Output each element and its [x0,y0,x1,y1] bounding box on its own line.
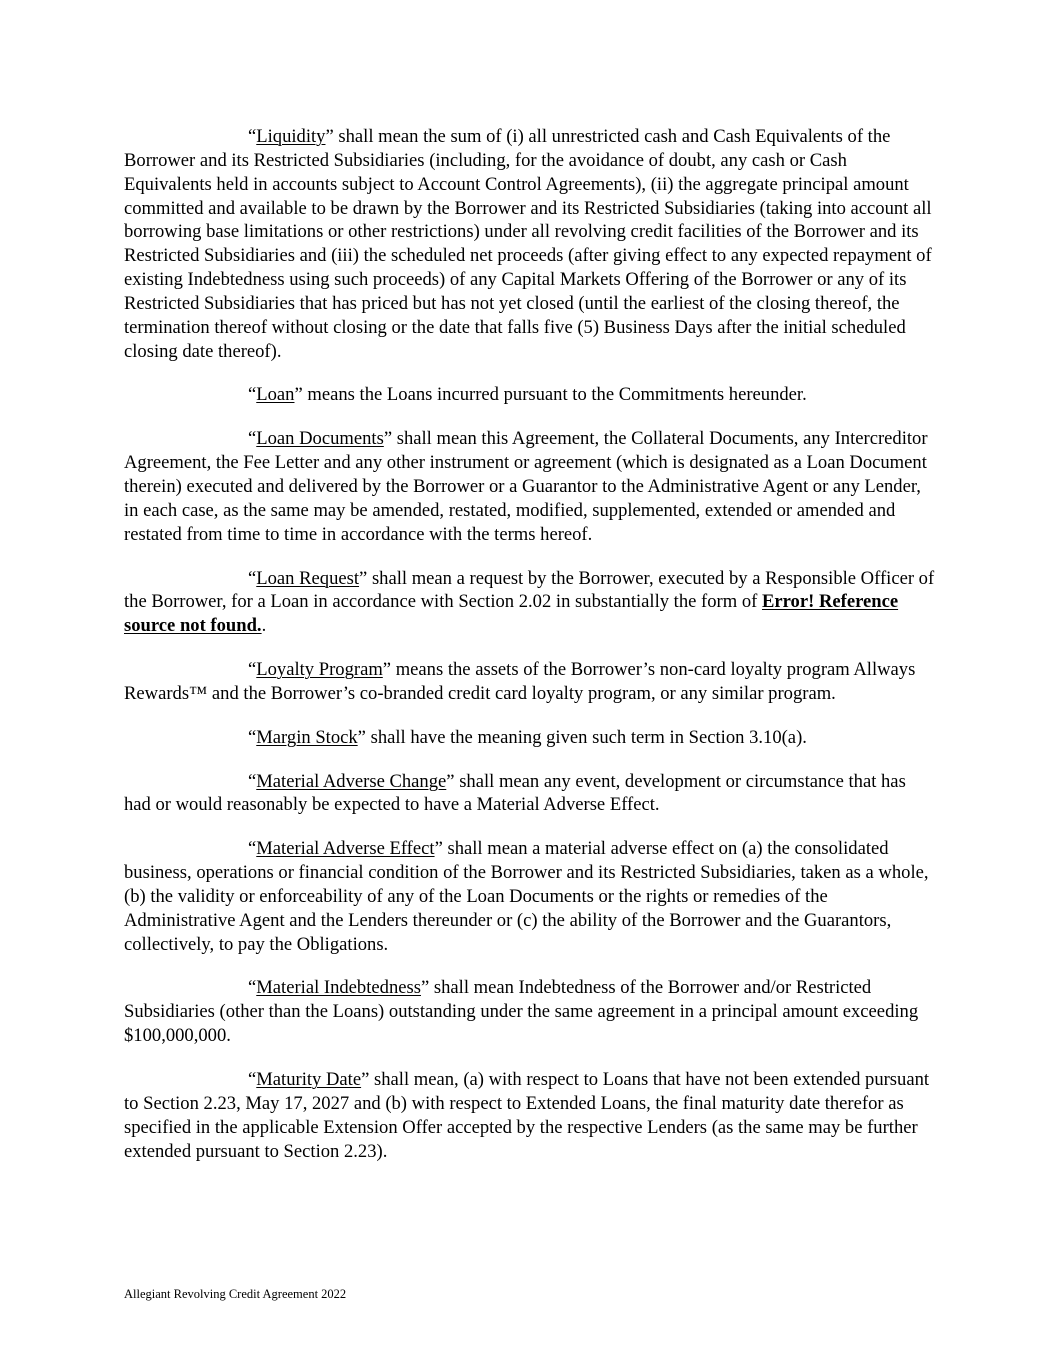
definition-loan-documents: “Loan Documents” shall mean this Agreement, the Collateral Documents, any Intercreditor Agreement, the Fee Letter and any other instrument or agreement (which is designated as a Loan Document therein) executed and delivered by the Borrower or a Guarantor to the Administrative Agent or any Lender, in each case, as the same may be amended, restated, modified, supplemented, extended or amended and restated from time to time in accordance with the terms hereof. [124,428,928,545]
definition-loyalty-program: “Loyalty Program” means the assets of the Borrower’s non-card loyalty program Allways Rewards™ and the Borrower’s co-branded credit card loyalty program, or any similar program. [124,659,916,704]
definition-text: means the assets of the Borrower’s non-card loyalty program Allways Rewards™ and the Borrower’s co-branded credit card loyalty program, or any similar program. [124,659,916,704]
definition-loan-request: “Loan Request” shall mean a request by the Borrower, executed by a Responsible Officer of the Borrower, for a Loan in accordance with Section 2.02 in substantially the form of Error! Reference source not found.. [124,567,935,637]
definition-maturity-date: “Maturity Date” shall mean, (a) with respect to Loans that have not been extended pursuant to Section 2.23, May 17, 2027 and (b) with respect to Extended Loans, the final maturity date therefor as specified in the applicable Extension Offer accepted by the respective Lenders (as the same may be further extended pursuant to Section 2.23). [124,1069,930,1162]
definition-text: shall mean the sum of (i) all unrestricted cash and Cash Equivalents of the Borrower and its Restricted Subsidiaries (including, for the avoidance of doubt, any cash or Cash Equivalents held in accounts subject to Account Control Agreements), (ii) the aggregate principal amount committed and available to be drawn by the Borrower and its Restricted Subsidiaries (taking into account all borrowing base limitations or other restrictions) under all revolving credit facilities of the Borrower and its Restricted Subsidiaries and (iii) the scheduled net proceeds (after giving effect to any expected repayment of existing Indebtedness using such proceeds) of any Capital Markets Offering of the Borrower or any of its Restricted Subsidiaries that has priced but has not yet closed (until the earliest of the closing thereof, the termination thereof without closing or the date that falls five (5) Business Days after the initial scheduled closing date thereof). [124,126,932,362]
definition-material-indebtedness: “Material Indebtedness” shall mean Indebtedness of the Borrower and/or Restricted Subsidiaries (other than the Loans) outstanding under the same agreement in a principal amount exceeding $100,000,000. [124,977,919,1047]
defined-term: Material Adverse Effect [256,838,435,860]
page-footer: Allegiant Revolving Credit Agreement 2022 [124,1287,347,1301]
definition-text: shall mean this Agreement, the Collateral Documents, any Intercreditor Agreement, the Fee Letter and any other instrument or agreement (which is designated as a Loan Document therein) executed and delivered by the Borrower or a Guarantor to the Administrative Agent or any Lender, in each case, as the same may be amended, restated, modified, supplemented, extended or amended and restated from time to time in accordance with the terms hereof. [124,428,928,545]
defined-term: Loan Request [256,567,360,589]
document-body [124,125,936,1183]
definition-margin-stock: “Margin Stock” shall have the meaning given such term in Section 3.10(a). [248,726,807,748]
defined-term: Margin Stock [256,726,358,748]
definition-liquidity: “Liquidity” shall mean the sum of (i) all unrestricted cash and Cash Equivalents of the Borrower and its Restricted Subsidiaries (including, for the avoidance of doubt, any cash or Cash Equivalents held in accounts subject to Account Control Agreements), (ii) the aggregate principal amount committed and available to be drawn by the Borrower and its Restricted Subsidiaries (taking into account all borrowing base limitations or other restrictions) under all revolving credit facilities of the Borrower and its Restricted Subsidiaries and (iii) the scheduled net proceeds (after giving effect to any expected repayment of existing Indebtedness using such proceeds) of any Capital Markets Offering of the Borrower or any of its Restricted Subsidiaries that has priced but has not yet closed (until the earliest of the closing thereof, the termination thereof without closing or the date that falls five (5) Business Days after the initial scheduled closing date thereof). [124,126,932,362]
definition-text: shall mean any event, development or circumstance that has had or would reasonably be expected to have a Material Adverse Effect. [124,770,906,816]
defined-term: Material Adverse Change [256,770,447,792]
definition-loan: “Loan” means the Loans incurred pursuant to the Commitments hereunder. [248,384,807,406]
definition-text: shall mean a material adverse effect on (a) the consolidated business, operations or financial condition of the Borrower and its Restricted Subsidiaries, taken as a whole, (b) the validity or enforceability of any of the Loan Documents or the rights or remedies of the Administrative Agent and the Lenders thereunder or (c) the ability of the Borrower and the Guarantors, collectively, to pay the Obligations. [124,838,929,955]
defined-term: Maturity Date [256,1069,362,1090]
defined-term: Material Indebtedness [256,977,421,999]
definition-text: means the Loans incurred pursuant to the Commitments hereunder. [302,384,807,406]
defined-term: Loan [256,384,295,406]
defined-term: Loan Documents [256,428,384,450]
defined-term: Liquidity [256,126,326,147]
definition-text: shall mean, (a) with respect to Loans that have not been extended pursuant to Section 2.23, May 17, 2027 and (b) with respect to Extended Loans, the final maturity date therefor as specified in the applicable Extension Offer accepted by the respective Lenders (as the same may be further extended pursuant to Section 2.23). [124,1069,930,1162]
definition-material-adverse-effect: “Material Adverse Effect” shall mean a material adverse effect on (a) the consolidated business, operations or financial condition of the Borrower and its Restricted Subsidiaries, taken as a whole, (b) the validity or enforceability of any of the Loan Documents or the rights or remedies of the Administrative Agent and the Lenders thereunder or (c) the ability of the Borrower and the Guarantors, collectively, to pay the Obligations. [124,838,929,955]
definition-text: shall mean Indebtedness of the Borrower and/or Restricted Subsidiaries (other than the Loans) outstanding under the same agreement in a principal amount exceeding $100,000,000. [124,977,919,1047]
definition-text: shall mean a request by the Borrower, executed by a Responsible Officer of the Borrower, for a Loan in accordance with Section 2.02 in substantially the form of [124,567,935,613]
definition-text: shall have the meaning given such term in Section 3.10(a). [365,726,807,748]
definition-material-adverse-change: “Material Adverse Change” shall mean any event, development or circumstance that has had or would reasonably be expected to have a Material Adverse Effect. [124,770,906,816]
broken-reference-link[interactable]: Error! Reference source not found. [124,591,899,637]
defined-term: Loyalty Program [256,659,383,681]
